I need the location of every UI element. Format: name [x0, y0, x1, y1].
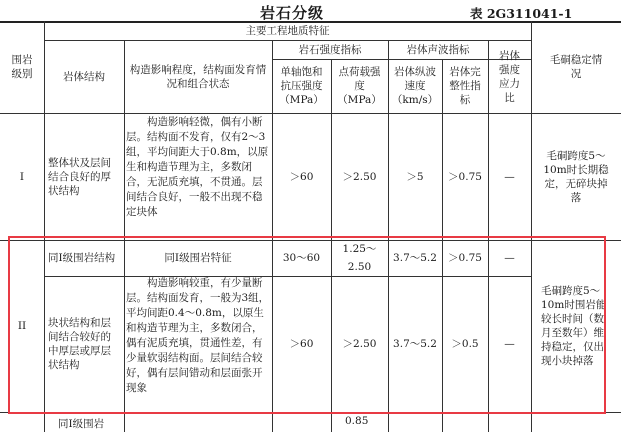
row1-integrity: ＞0.75 [448, 170, 482, 183]
row2b-integrity: ＞0.5 [451, 338, 479, 350]
row2a-integrity: ＞0.75 [448, 252, 482, 264]
row1-structure: 整体状及层间结合良好的厚状结构 [48, 156, 111, 197]
row1-wave-speed: ＞5 [406, 170, 424, 183]
row1-tectonic: 构造影响轻微，偶有小断层。结构面不发育，仅有2～3组，平均间距大于0.8m，以原生和构造节理为主，多数闭合，无泥质充填，不贯通。层间结合良好，一般不出现不稳定块体 [126, 116, 269, 218]
row2-stability: 毛硐跨度5～10m时围岩能较长时间（数月至数年）维持稳定，仅出现小块掉落 [541, 285, 607, 367]
header-stress-ratio: 岩体强度应力比 [499, 49, 520, 104]
row2b-point-load: ＞2.50 [342, 338, 377, 350]
header-rock-structure: 岩体结构 [63, 70, 105, 83]
row2-grade: II [17, 320, 27, 332]
header-rock-grade: 围岩级别 [11, 54, 33, 80]
row2b-tectonic: 构造影响较重，有少量断层。结构面发育，一般为3组，平均间距0.4～0.8m，以原生和构造节理为主，多数闭合，偶有泥质充填，贯通性差，有少量软弱结构面。层间结合较好，偶有层间错动和层面张开现象 [126, 277, 270, 394]
row2b-stress-ratio: — [504, 338, 515, 350]
row1-stability: 毛硐跨度5～10m时长期稳定，无碎块掉落 [543, 149, 609, 204]
row2b-structure: 块状结构和层间结合较好的中厚层或厚层状结构 [48, 317, 111, 371]
header-main-features: 主要工程地质特征 [245, 24, 330, 37]
table-title: 岩石分级 [260, 4, 325, 22]
row2a-ucs: 30～60 [282, 252, 321, 264]
row1-point-load: ＞2.50 [342, 170, 377, 183]
row2a-structure: 同Ⅰ级围岩结构 [48, 252, 116, 264]
row2b-wave-speed: 3.7～5.2 [393, 338, 437, 350]
row2a-wave-speed: 3.7～5.2 [393, 252, 437, 264]
row1-stress-ratio: — [504, 170, 515, 183]
row1-grade: I [19, 170, 25, 183]
header-wave-speed: 岩体纵波速度（km/s） [391, 66, 439, 106]
header-stability: 毛硐稳定情况 [549, 54, 603, 80]
header-ucs: 单轴饱和抗压强度（MPa） [279, 66, 324, 106]
row1-tectonic-cell [124, 113, 272, 240]
header-sonic-index: 岩体声波指标 [406, 43, 470, 56]
row2a-stress-ratio: — [504, 252, 515, 264]
row2a-tectonic: 同Ⅰ级围岩特征 [164, 252, 232, 264]
row1-ucs: ＞60 [289, 170, 314, 183]
row2a-point-load: 1.25～2.50 [342, 243, 377, 273]
table-number: 表 2G311041-1 [470, 6, 573, 21]
row3-point-load-partial: 0.85 [345, 415, 369, 427]
header-tectonic: 构造影响程度，结构面发育情况和组合状态 [129, 63, 267, 90]
row3-structure-partial: 同Ⅰ级围岩 [58, 418, 105, 430]
highlight-box [8, 236, 606, 414]
header-strength-index: 岩石强度指标 [298, 43, 362, 56]
row2b-ucs: ＞60 [289, 338, 314, 350]
header-integrity: 岩体完整性指标 [449, 66, 481, 106]
header-point-load: 点荷载强度（MPa） [337, 66, 382, 106]
